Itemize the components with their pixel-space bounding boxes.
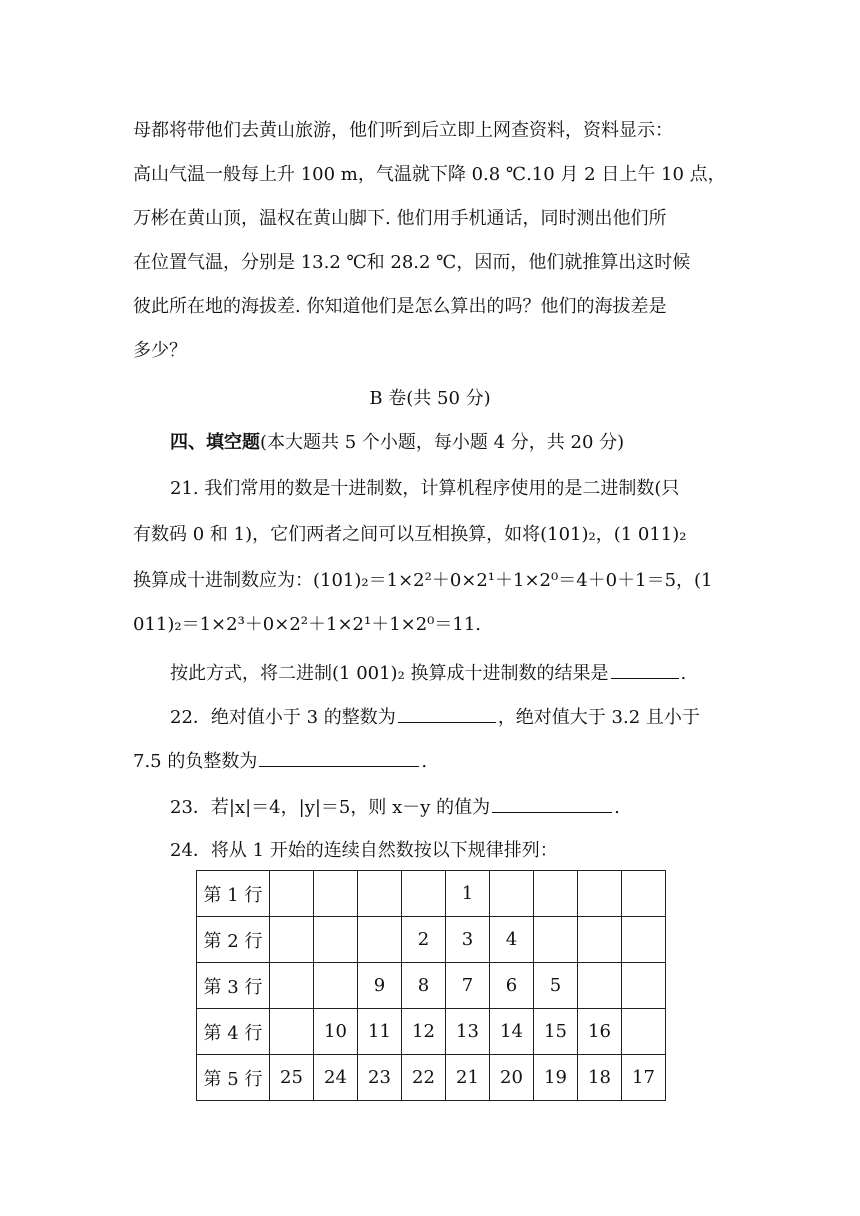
table-cell: 19 <box>534 1055 578 1101</box>
table-cell: 25 <box>270 1055 314 1101</box>
section-4-title: 四、填空题 <box>170 432 260 453</box>
q22-answer-blank-2[interactable] <box>259 748 419 767</box>
table-cell <box>358 917 402 963</box>
q22-answer-blank-1[interactable] <box>398 704 496 723</box>
q22-line-1 <box>170 704 700 731</box>
table-cell: 22 <box>402 1055 446 1101</box>
table-cell: 10 <box>314 1009 358 1055</box>
table-cell: 24 <box>314 1055 358 1101</box>
q22-prompt-1: 22．绝对值小于 3 的整数为 <box>170 707 396 728</box>
table-cell: 14 <box>490 1009 534 1055</box>
table-cell: 16 <box>578 1009 622 1055</box>
table-row <box>197 917 666 963</box>
table-cell: 21 <box>446 1055 490 1101</box>
row-label: 第 4 行 <box>197 1009 270 1055</box>
q23-period: . <box>614 797 620 818</box>
table-cell <box>314 917 358 963</box>
table-cell: 15 <box>534 1009 578 1055</box>
table-cell: 11 <box>358 1009 402 1055</box>
q22-prompt-3: 7.5 的负整数为 <box>133 751 258 772</box>
q20-line-4: 在位置气温，分别是 13.2 ℃和 28.2 ℃，因而，他们就推算出这时候 <box>133 252 691 273</box>
table-row <box>197 871 666 917</box>
table-cell: 12 <box>402 1009 446 1055</box>
q20-line-5: 彼此所在地的海拔差. 你知道他们是怎么算出的吗？他们的海拔差是 <box>133 296 667 317</box>
row-label: 第 1 行 <box>197 871 270 917</box>
table-cell: 13 <box>446 1009 490 1055</box>
table-cell <box>534 871 578 917</box>
table-cell: 7 <box>446 963 490 1009</box>
table-cell: 6 <box>490 963 534 1009</box>
table-cell <box>402 871 446 917</box>
number-arrangement-table <box>196 870 666 1101</box>
table-cell <box>270 871 314 917</box>
table-cell <box>314 963 358 1009</box>
q22-prompt-2: ，绝对值大于 3.2 且小于 <box>497 707 700 728</box>
table-cell: 18 <box>578 1055 622 1101</box>
table-cell <box>358 871 402 917</box>
row-label: 第 5 行 <box>197 1055 270 1101</box>
q21-period: . <box>680 663 687 684</box>
table-cell: 3 <box>446 917 490 963</box>
table-cell <box>270 1009 314 1055</box>
q21-answer-blank[interactable] <box>611 660 679 679</box>
q21-prompt: 按此方式，将二进制(1 001)₂ 换算成十进制数的结果是 <box>170 663 609 684</box>
table-cell <box>270 963 314 1009</box>
q20-line-1: 母都将带他们去黄山旅游，他们听到后立即上网查资料，资料显示： <box>133 120 673 141</box>
table-cell <box>314 871 358 917</box>
row-label: 第 3 行 <box>197 963 270 1009</box>
q23-answer-blank[interactable] <box>492 794 612 813</box>
q21-line-2: 有数码 0 和 1)，它们两者之间可以互相换算，如将(101)₂，(1 011)₂ <box>133 524 687 545</box>
table-cell <box>534 917 578 963</box>
section-b-title: B 卷(共 50 分) <box>369 388 491 409</box>
table-cell: 17 <box>622 1055 666 1101</box>
table-row <box>197 1055 666 1101</box>
table-cell: 2 <box>402 917 446 963</box>
table-cell: 9 <box>358 963 402 1009</box>
table-row <box>197 963 666 1009</box>
section-4-heading <box>170 430 624 456</box>
q20-line-2: 高山气温一般每上升 100 m，气温就下降 0.8 ℃.10 月 2 日上午 10 点， <box>133 164 726 185</box>
table-cell: 8 <box>402 963 446 1009</box>
q24-intro: 24．将从 1 开始的连续自然数按以下规律排列： <box>170 840 558 861</box>
q22-line-2 <box>133 748 427 775</box>
q21-line-1: 21. 我们常用的数是十进制数，计算机程序使用的是二进制数(只 <box>170 478 680 499</box>
table-cell <box>578 963 622 1009</box>
table-cell: 1 <box>446 871 490 917</box>
table-cell <box>578 871 622 917</box>
table-cell <box>622 871 666 917</box>
table-cell <box>622 963 666 1009</box>
table-cell: 4 <box>490 917 534 963</box>
q20-line-6: 多少？ <box>133 340 187 361</box>
q23-line <box>170 794 620 821</box>
q20-line-3: 万彬在黄山顶，温权在黄山脚下. 他们用手机通话，同时测出他们所 <box>133 208 667 229</box>
table-cell <box>490 871 534 917</box>
q23-prompt: 23．若|x|＝4，|y|＝5，则 x－y 的值为 <box>170 797 491 818</box>
table-cell: 23 <box>358 1055 402 1101</box>
table-cell: 5 <box>534 963 578 1009</box>
row-label: 第 2 行 <box>197 917 270 963</box>
table-row <box>197 1009 666 1055</box>
table-cell <box>622 1009 666 1055</box>
q21-line-4: 011)₂＝1×2³＋0×2²＋1×2¹＋1×2⁰＝11. <box>133 614 482 635</box>
q21-line-5 <box>170 660 686 687</box>
section-4-note: (本大题共 5 个小题，每小题 4 分，共 20 分) <box>260 432 625 453</box>
table-cell <box>578 917 622 963</box>
table-cell: 20 <box>490 1055 534 1101</box>
table-cell <box>622 917 666 963</box>
table-cell <box>270 917 314 963</box>
q22-period: . <box>421 751 428 772</box>
q21-line-3: 换算成十进制数应为：(101)₂＝1×2²＋0×2¹＋1×2⁰＝4＋0＋1＝5，(1 <box>133 570 713 591</box>
